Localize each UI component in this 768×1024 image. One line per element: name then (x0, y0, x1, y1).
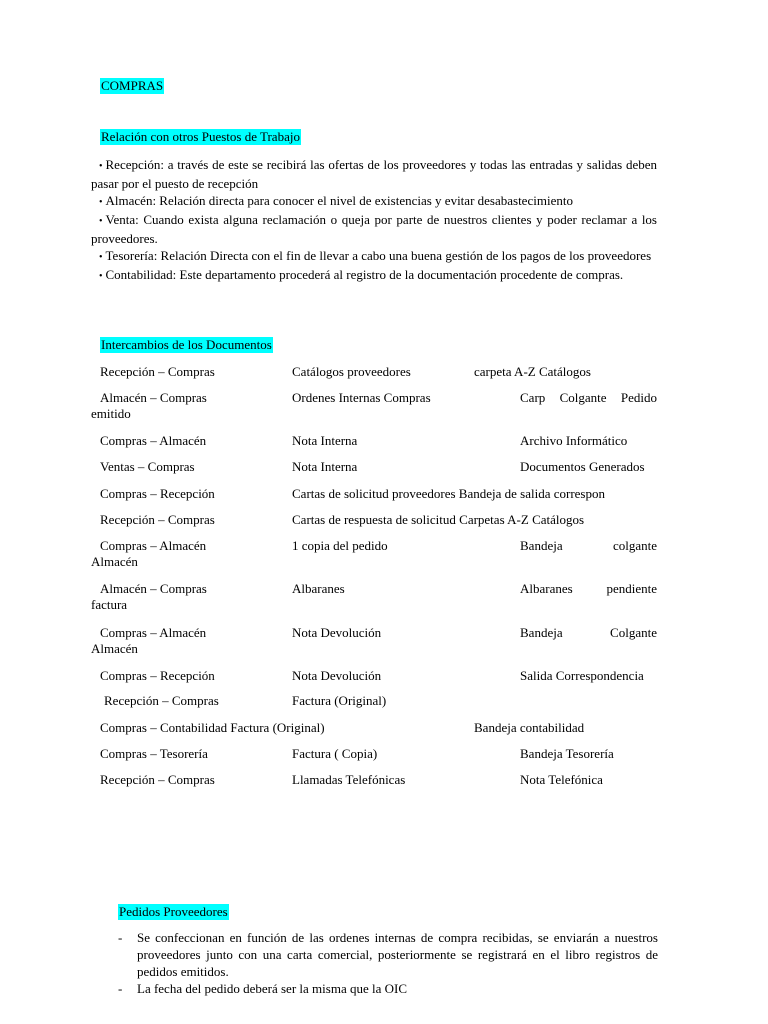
row-document: Nota Devolución (292, 668, 382, 683)
row-document: Ordenes Internas Compras (292, 390, 431, 405)
relacion-heading-text: Relación con otros Puestos de Trabajo (101, 129, 300, 144)
row-document: Cartas de respuesta de solicitud Carpetas A-Z Catálogos (292, 512, 585, 527)
relacion-item-almacen (91, 192, 657, 211)
dash-bullet-icon: - (118, 981, 123, 996)
intercambios-heading (100, 337, 273, 353)
row-archive: Archivo Informático (520, 433, 628, 448)
row-from-to: Almacén – Compras (100, 390, 207, 405)
table-row (91, 581, 657, 613)
row-from-to: Compras – Almacén (100, 625, 207, 640)
bullet-icon: • (99, 161, 103, 172)
row-archive: carpeta A-Z Catálogos (474, 364, 591, 379)
row-from-to: Almacén – Compras (100, 581, 207, 596)
row-document: Factura (Original) (292, 693, 387, 708)
row-document: Factura ( Copia) (292, 746, 378, 761)
relacion-item-text: Contabilidad: Este departamento procederá al registro de la documentación procedente de compras. (105, 267, 624, 282)
relacion-item-text: Recepción: a través de este se recibirá las ofertas de los proveedores y todas las entradas y salidas deben pasar por el puesto de recepción (91, 157, 657, 191)
row-archive: Nota Telefónica (520, 772, 603, 787)
row-archive: Salida Correspondencia (520, 668, 644, 683)
row-document: 1 copia del pedido (292, 538, 388, 553)
relacion-item-tesoreria (91, 247, 657, 266)
row-from-to: Compras – Tesorería (100, 746, 208, 761)
bullet-icon: • (99, 216, 103, 227)
row-archive: Documentos Generados (520, 459, 645, 474)
bullet-icon: • (99, 271, 103, 282)
page-title-text: COMPRAS (101, 78, 164, 93)
relacion-item-contabilidad (91, 266, 657, 285)
row-document: Llamadas Telefónicas (292, 772, 406, 787)
page-title (100, 78, 164, 94)
pedidos-heading-text: Pedidos Proveedores (119, 904, 228, 919)
row-from-to: Compras – Almacén (100, 538, 207, 553)
table-row (91, 538, 657, 570)
row-archive-continued: emitido (91, 406, 131, 421)
row-archive: Carp Colgante Pedido (520, 390, 657, 405)
row-document: Nota Interna (292, 459, 358, 474)
row-from-to: Recepción – Compras (100, 512, 215, 527)
relacion-item-text: Almacén: Relación directa para conocer el nivel de existencias y evitar desabastecimiento (105, 193, 573, 208)
row-from-to: Ventas – Compras (100, 459, 195, 474)
row-from-to: Recepción – Compras (100, 364, 215, 379)
row-from-to: Recepción – Compras (104, 693, 219, 708)
bullet-icon: • (99, 252, 103, 263)
relacion-item-venta (91, 211, 657, 247)
row-from-to: Compras – Contabilidad Factura (Original) (100, 720, 325, 735)
row-document: Catálogos proveedores (292, 364, 411, 379)
list-item (118, 929, 658, 980)
row-archive: Albaranes pendiente (520, 581, 657, 596)
row-archive-continued: Almacén (91, 641, 138, 656)
row-archive: Bandeja Colgante (520, 625, 657, 640)
relacion-list (91, 156, 657, 285)
table-row (91, 625, 657, 657)
relacion-item-text: Venta: Cuando exista alguna reclamación o queja por parte de nuestros clientes y poder reclamar a los proveedores. (91, 212, 657, 246)
row-archive-continued: factura (91, 597, 128, 612)
dash-bullet-icon: - (118, 930, 123, 945)
row-document: Nota Interna (292, 433, 358, 448)
pedidos-item-text: Se confeccionan en función de las ordenes internas de compra recibidas, se enviarán a nuestros proveedores junto con una carta comercial, posteriormente se registrará en el libro registros de pedidos emitidos. (137, 930, 658, 979)
relacion-item-recepcion (91, 156, 657, 192)
bullet-icon: • (99, 197, 103, 208)
list-item (118, 980, 658, 997)
row-from-to: Compras – Recepción (100, 486, 215, 501)
pedidos-item-text: La fecha del pedido deberá ser la misma que la OIC (137, 981, 407, 996)
row-document: Cartas de solicitud proveedores Bandeja de salida correspon (292, 486, 605, 501)
pedidos-list (118, 929, 658, 997)
row-from-to: Recepción – Compras (100, 772, 215, 787)
row-document: Nota Devolución (292, 625, 382, 640)
relacion-item-text: Tesorería: Relación Directa con el fin de llevar a cabo una buena gestión de los pagos de los proveedores (105, 248, 652, 263)
row-from-to: Compras – Almacén (100, 433, 207, 448)
pedidos-heading (118, 904, 229, 920)
row-from-to: Compras – Recepción (100, 668, 215, 683)
row-archive: Bandeja colgante (520, 538, 657, 553)
table-row (91, 390, 657, 422)
row-archive: Bandeja Tesorería (520, 746, 614, 761)
row-archive: Bandeja contabilidad (474, 720, 585, 735)
relacion-heading (100, 129, 301, 145)
row-archive-continued: Almacén (91, 554, 138, 569)
intercambios-heading-text: Intercambios de los Documentos (101, 337, 272, 352)
row-document: Albaranes (292, 581, 345, 596)
